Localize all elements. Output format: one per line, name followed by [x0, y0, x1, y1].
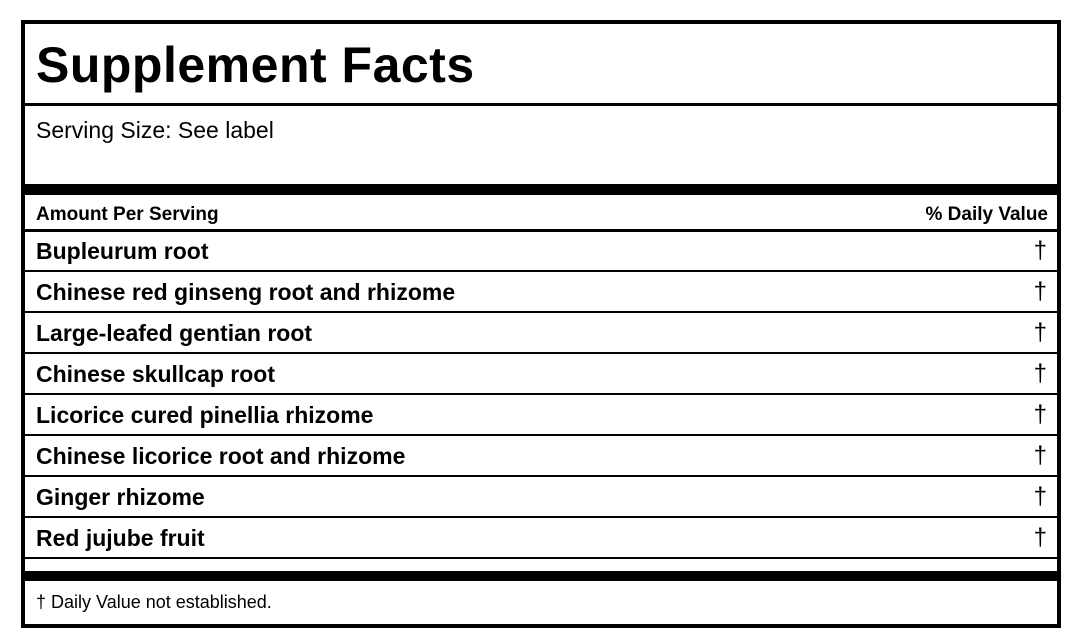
title-divider — [25, 103, 1057, 106]
thick-divider-bottom — [25, 571, 1057, 581]
ingredient-list — [25, 231, 1057, 559]
ingredient-name: Chinese licorice root and rhizome — [36, 443, 406, 469]
amount-per-serving-header: Amount Per Serving — [36, 204, 219, 225]
daily-value-mark: † — [1033, 237, 1047, 264]
serving-size: Serving Size: See label — [36, 117, 274, 143]
daily-value-mark: † — [1033, 401, 1047, 428]
ingredient-row — [25, 313, 1057, 354]
daily-value-mark: † — [1033, 319, 1047, 346]
daily-value-mark: † — [1033, 442, 1047, 469]
ingredient-name: Chinese red ginseng root and rhizome — [36, 279, 456, 305]
ingredient-name: Licorice cured pinellia rhizome — [36, 402, 374, 428]
ingredient-row — [25, 518, 1057, 559]
ingredient-row — [25, 231, 1057, 272]
ingredient-name: Bupleurum root — [36, 238, 209, 264]
ingredient-name: Ginger rhizome — [36, 484, 205, 510]
ingredient-row — [25, 354, 1057, 395]
daily-value-header: % Daily Value — [925, 204, 1048, 225]
column-header-row — [25, 196, 1057, 230]
thick-divider-top — [25, 184, 1057, 195]
title-row — [25, 24, 1057, 104]
daily-value-mark: † — [1033, 524, 1047, 551]
ingredient-name: Chinese skullcap root — [36, 361, 276, 387]
daily-value-mark: † — [1033, 360, 1047, 387]
panel-title: Supplement Facts — [36, 37, 475, 93]
ingredient-name: Red jujube fruit — [36, 525, 205, 551]
ingredient-row — [25, 395, 1057, 436]
ingredient-row — [25, 272, 1057, 313]
ingredient-row — [25, 436, 1057, 477]
daily-value-mark: † — [1033, 278, 1047, 305]
supplement-facts-panel — [21, 20, 1061, 628]
ingredient-name: Large-leafed gentian root — [36, 320, 313, 346]
footnote: † Daily Value not established. — [36, 592, 272, 612]
ingredient-row — [25, 477, 1057, 518]
daily-value-mark: † — [1033, 483, 1047, 510]
